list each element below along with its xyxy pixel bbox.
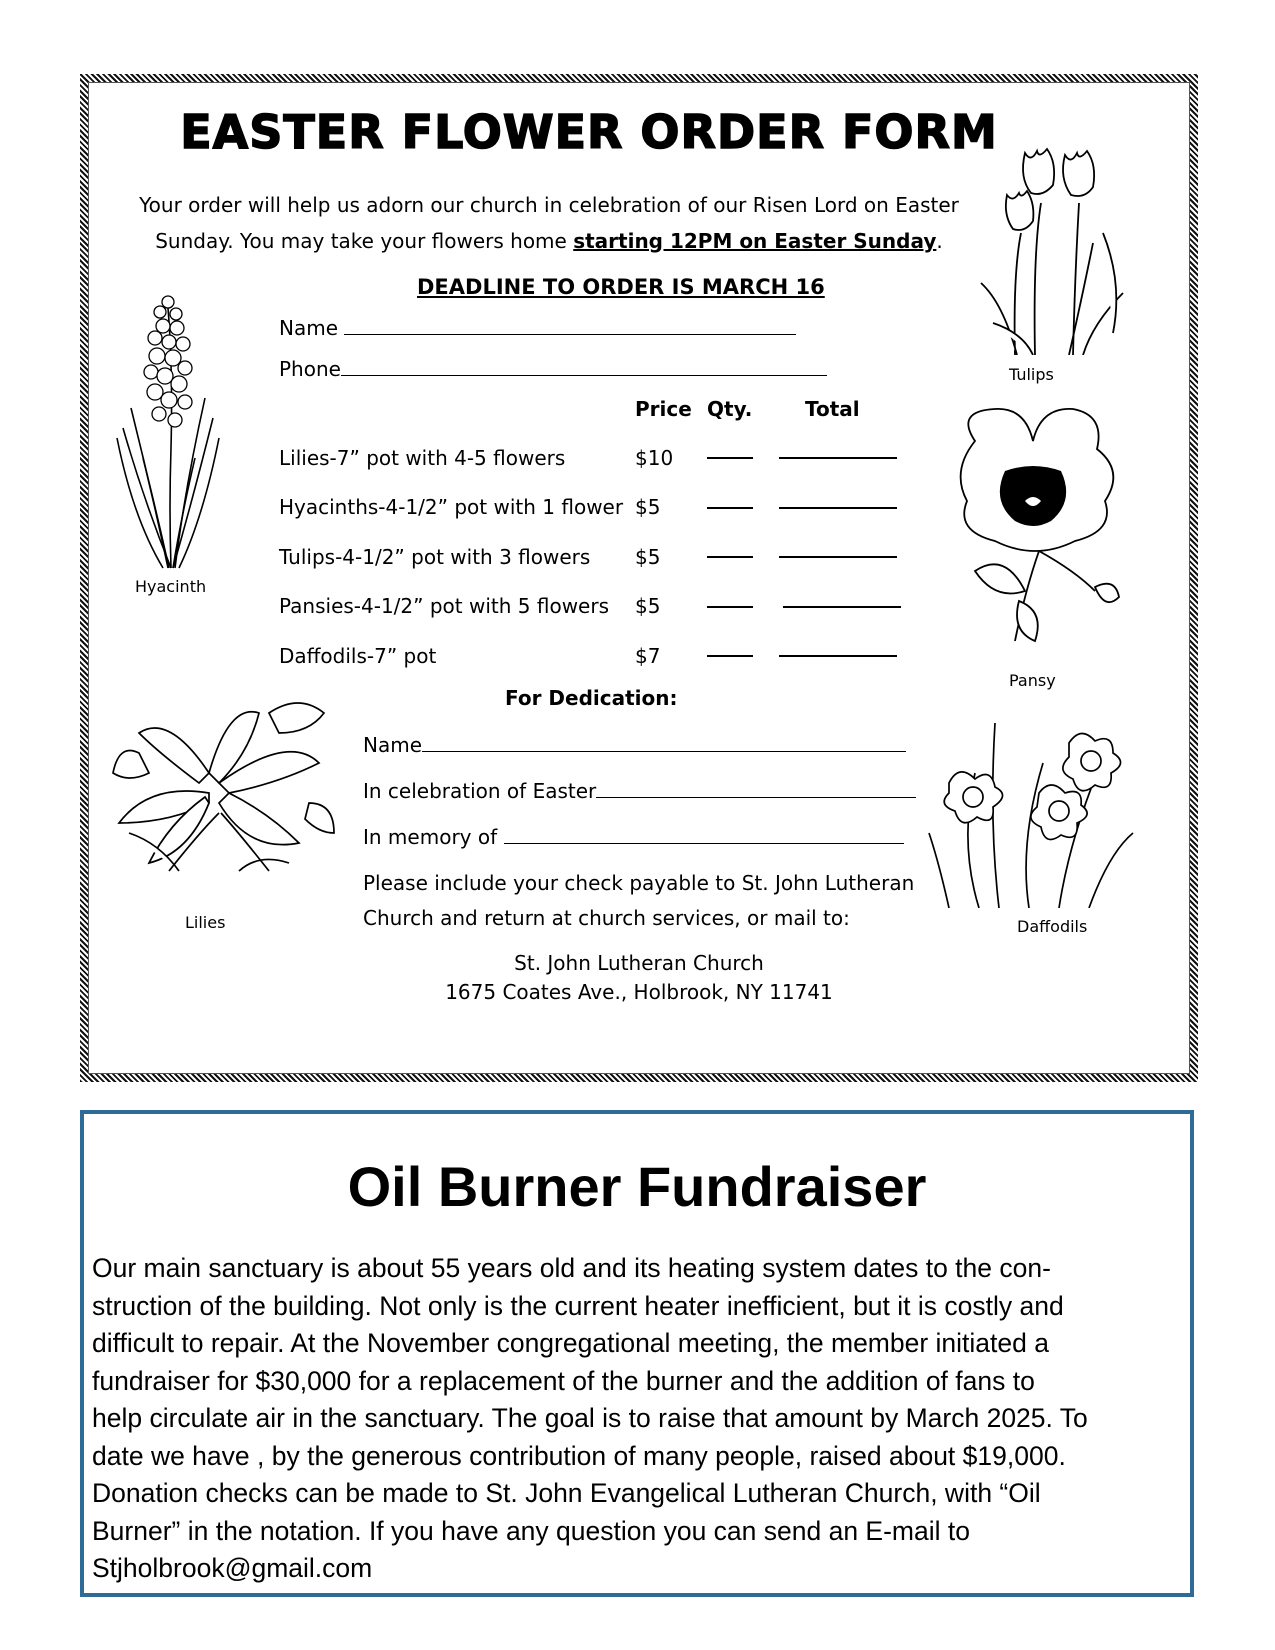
intro-text: Your order will help us adorn our church in celebration of our Risen Lord on Easter Sunday. You may take your flowers home bbox=[139, 193, 959, 253]
fundraiser-line: date we have , by the generous contribution of many people, raised about $19,000. bbox=[92, 1440, 1066, 1471]
dedication-name-field[interactable] bbox=[422, 735, 906, 752]
fundraiser-line: Burner” in the notation. If you have any question you can send an E-mail to bbox=[92, 1515, 970, 1546]
intro-end: . bbox=[936, 229, 943, 253]
item-label-daffodils: Daffodils-7” pot bbox=[279, 644, 437, 668]
hyacinth-illustration bbox=[113, 288, 223, 573]
column-total-header: Total bbox=[805, 397, 860, 421]
column-price-header: Price bbox=[635, 397, 692, 421]
easter-order-form bbox=[80, 74, 1198, 1082]
form-intro bbox=[109, 187, 989, 259]
item-price-tulips: $5 bbox=[635, 545, 661, 569]
fundraiser-title: Oil Burner Fundraiser bbox=[347, 1155, 927, 1218]
qty-field-pansies[interactable] bbox=[707, 606, 753, 608]
qty-field-hyacinths[interactable] bbox=[707, 507, 753, 509]
check-note-line-1: Please include your check payable to St. John Lutheran bbox=[363, 871, 915, 895]
pansy-caption: Pansy bbox=[1009, 671, 1056, 690]
fundraiser-line: help circulate air in the sanctuary. The goal is to raise that amount by March 2025. To bbox=[92, 1403, 1088, 1433]
total-field-tulips[interactable] bbox=[779, 556, 897, 558]
total-field-lilies[interactable] bbox=[779, 457, 897, 459]
daffodils-caption: Daffodils bbox=[1017, 917, 1088, 936]
qty-field-tulips[interactable] bbox=[707, 556, 753, 558]
column-qty-header: Qty. bbox=[707, 397, 753, 421]
customer-phone-row bbox=[279, 357, 827, 381]
dedication-memory-label: In memory of bbox=[363, 825, 498, 849]
tulips-illustration bbox=[973, 133, 1138, 355]
customer-phone-field[interactable] bbox=[341, 359, 827, 376]
daffodils-drawing bbox=[919, 723, 1139, 908]
fundraiser-line: struction of the building. Not only is the current heater inefficient, but it is costly and bbox=[92, 1290, 1064, 1321]
fundraiser-line: Donation checks can be made to St. John Evangelical Lutheran Church, with “Oil bbox=[92, 1478, 1041, 1508]
customer-name-label: Name bbox=[279, 316, 339, 340]
pansy-illustration bbox=[955, 401, 1125, 651]
intro-emphasis: starting 12PM on Easter Sunday bbox=[573, 229, 937, 253]
daffodils-illustration bbox=[919, 723, 1139, 908]
fundraiser-body bbox=[92, 1250, 1186, 1588]
dedication-name-row bbox=[363, 733, 906, 757]
qty-field-daffodils[interactable] bbox=[707, 655, 753, 657]
item-price-pansies: $5 bbox=[635, 594, 661, 618]
fundraiser-line: Our main sanctuary is about 55 years old and its heating system dates to the con- bbox=[92, 1253, 1051, 1283]
customer-name-row bbox=[279, 316, 796, 340]
fundraiser-email[interactable]: Stjholbrook@gmail.com bbox=[92, 1553, 373, 1583]
tulips-drawing bbox=[973, 133, 1138, 355]
item-label-hyacinths: Hyacinths-4-1/2” pot with 1 flower bbox=[279, 495, 624, 519]
fundraiser-line: difficult to repair. At the November congregational meeting, the member initiated a bbox=[92, 1328, 1049, 1358]
item-price-hyacinths: $5 bbox=[635, 495, 661, 519]
qty-field-lilies[interactable] bbox=[707, 457, 753, 459]
dedication-memory-row bbox=[363, 825, 904, 849]
item-price-lilies: $10 bbox=[635, 446, 674, 470]
tulips-caption: Tulips bbox=[1009, 365, 1054, 384]
dedication-celebration-field[interactable] bbox=[596, 781, 916, 798]
order-deadline: DEADLINE TO ORDER IS MARCH 16 bbox=[417, 275, 825, 299]
total-field-hyacinths[interactable] bbox=[779, 507, 897, 509]
lilies-drawing bbox=[109, 693, 339, 873]
lilies-illustration bbox=[109, 693, 339, 873]
mail-address-line-2: 1675 Coates Ave., Holbrook, NY 11741 bbox=[445, 980, 833, 1004]
dedication-heading: For Dedication: bbox=[505, 686, 678, 710]
mail-address-line-1: St. John Lutheran Church bbox=[514, 951, 764, 975]
pansy-drawing bbox=[955, 401, 1125, 651]
item-label-pansies: Pansies-4-1/2” pot with 5 flowers bbox=[279, 594, 609, 618]
dedication-celebration-label: In celebration of Easter bbox=[363, 779, 597, 803]
lilies-caption: Lilies bbox=[185, 913, 226, 932]
check-note-line-2: Church and return at church services, or mail to: bbox=[363, 906, 850, 930]
form-title: EASTER FLOWER ORDER FORM bbox=[180, 105, 998, 159]
dedication-name-label: Name bbox=[363, 733, 423, 757]
dedication-memory-field[interactable] bbox=[504, 827, 904, 844]
hyacinth-caption: Hyacinth bbox=[135, 577, 207, 596]
fundraiser-line: fundraiser for $30,000 for a replacement of the burner and the addition of fans to bbox=[92, 1365, 1035, 1396]
easter-form-inner bbox=[88, 82, 1190, 1074]
total-field-pansies[interactable] bbox=[783, 606, 901, 608]
item-label-tulips: Tulips-4-1/2” pot with 3 flowers bbox=[279, 545, 591, 569]
item-label-lilies: Lilies-7” pot with 4-5 flowers bbox=[279, 446, 566, 470]
hyacinth-drawing bbox=[113, 288, 223, 573]
total-field-daffodils[interactable] bbox=[779, 655, 897, 657]
item-price-daffodils: $7 bbox=[635, 644, 661, 668]
customer-phone-label: Phone bbox=[279, 357, 341, 381]
customer-name-field[interactable] bbox=[344, 318, 796, 335]
fundraiser-box bbox=[80, 1110, 1194, 1597]
dedication-celebration-row bbox=[363, 779, 916, 803]
